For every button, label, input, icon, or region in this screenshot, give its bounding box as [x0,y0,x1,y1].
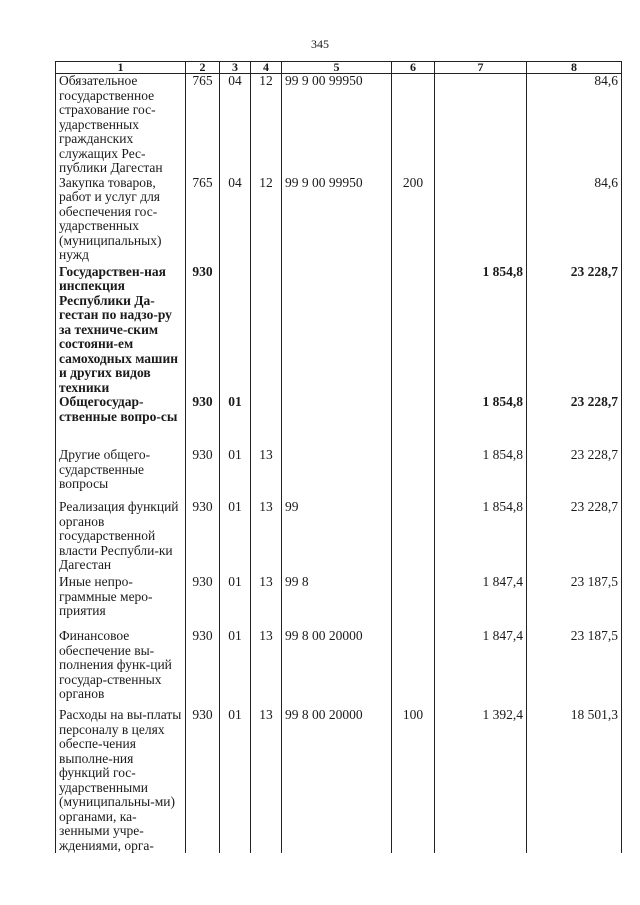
cell-target-article: 99 8 00 20000 [282,708,392,853]
cell-admin-code: 930 [186,265,220,396]
cell-admin-code: 765 [186,74,220,176]
col-header-2: 2 [186,62,220,74]
cell-target-article [282,448,392,500]
cell-amount-7: 1 847,4 [435,629,527,708]
cell-amount-7: 1 854,8 [435,265,527,396]
table-row [56,395,622,448]
row-name: Государствен-ная инспекция Республики Да-гестан по надзо-ру за техниче-ским состояни-ем самоходных машин и других видов техники [56,265,186,396]
cell-amount-8: 84,6 [527,74,622,176]
cell-section [220,265,251,396]
cell-expense-type [392,629,435,708]
cell-section: 01 [220,500,251,575]
cell-amount-8: 23 187,5 [527,629,622,708]
cell-subsection: 13 [251,448,282,500]
table-row [56,708,622,853]
cell-subsection: 13 [251,629,282,708]
table-row [56,629,622,708]
cell-section: 01 [220,575,251,629]
table-row [56,265,622,396]
cell-subsection: 13 [251,500,282,575]
cell-target-article [282,395,392,448]
cell-amount-7 [435,74,527,176]
col-header-7: 7 [435,62,527,74]
row-name: Обязательное государственное страхование гос-ударственных гражданских служащих Рес-публики Дагестан [56,74,186,176]
cell-expense-type: 200 [392,176,435,265]
cell-expense-type [392,74,435,176]
table-row [56,575,622,629]
cell-amount-7: 1 847,4 [435,575,527,629]
cell-amount-8: 23 228,7 [527,500,622,575]
col-header-1: 1 [56,62,186,74]
cell-section: 04 [220,176,251,265]
cell-subsection: 12 [251,74,282,176]
cell-subsection: 13 [251,708,282,853]
cell-admin-code: 930 [186,448,220,500]
cell-section: 01 [220,395,251,448]
cell-expense-type [392,448,435,500]
cell-amount-8: 18 501,3 [527,708,622,853]
cell-section: 01 [220,708,251,853]
row-name: Финансовое обеспечение вы-полнения функ-ций государ-ственных органов [56,629,186,708]
table-row [56,500,622,575]
header-row [56,62,622,74]
cell-amount-8: 23 187,5 [527,575,622,629]
cell-expense-type [392,265,435,396]
cell-amount-8: 84,6 [527,176,622,265]
cell-amount-7 [435,176,527,265]
col-header-5: 5 [282,62,392,74]
cell-admin-code: 930 [186,575,220,629]
col-header-6: 6 [392,62,435,74]
row-name: Реализация функций органов государственной власти Республи-ки Дагестан [56,500,186,575]
cell-subsection: 12 [251,176,282,265]
cell-amount-7: 1 854,8 [435,448,527,500]
cell-target-article: 99 [282,500,392,575]
table-row [56,176,622,265]
cell-expense-type [392,500,435,575]
cell-target-article: 99 9 00 99950 [282,74,392,176]
row-name: Общегосудар-ственные вопро-сы [56,395,186,448]
col-header-8: 8 [527,62,622,74]
cell-expense-type [392,575,435,629]
table-row [56,448,622,500]
cell-amount-8: 23 228,7 [527,395,622,448]
col-header-4: 4 [251,62,282,74]
cell-section: 01 [220,448,251,500]
cell-subsection [251,265,282,396]
cell-admin-code: 930 [186,500,220,575]
row-name: Расходы на вы-платы персоналу в целях обеспе-чения выполне-ния функций гос-ударственными (муниципальны-ми) органами, ка-зенными учре-ждениями, орга- [56,708,186,853]
cell-target-article: 99 8 00 20000 [282,629,392,708]
cell-expense-type [392,395,435,448]
cell-target-article: 99 8 [282,575,392,629]
cell-amount-7: 1 854,8 [435,500,527,575]
row-name: Иные непро-граммные меро-приятия [56,575,186,629]
row-name: Другие общего-сударственные вопросы [56,448,186,500]
cell-target-article: 99 9 00 99950 [282,176,392,265]
budget-table [55,61,622,853]
cell-expense-type: 100 [392,708,435,853]
cell-admin-code: 765 [186,176,220,265]
cell-subsection [251,395,282,448]
cell-amount-7: 1 854,8 [435,395,527,448]
cell-admin-code: 930 [186,708,220,853]
cell-amount-8: 23 228,7 [527,448,622,500]
cell-amount-7: 1 392,4 [435,708,527,853]
cell-section: 04 [220,74,251,176]
cell-admin-code: 930 [186,629,220,708]
cell-admin-code: 930 [186,395,220,448]
row-name: Закупка товаров, работ и услуг для обеспечения гос-ударственных (муниципальных) нужд [56,176,186,265]
cell-target-article [282,265,392,396]
cell-subsection: 13 [251,575,282,629]
cell-section: 01 [220,629,251,708]
col-header-3: 3 [220,62,251,74]
cell-amount-8: 23 228,7 [527,265,622,396]
page-number: 345 [311,37,329,51]
table-row [56,74,622,176]
